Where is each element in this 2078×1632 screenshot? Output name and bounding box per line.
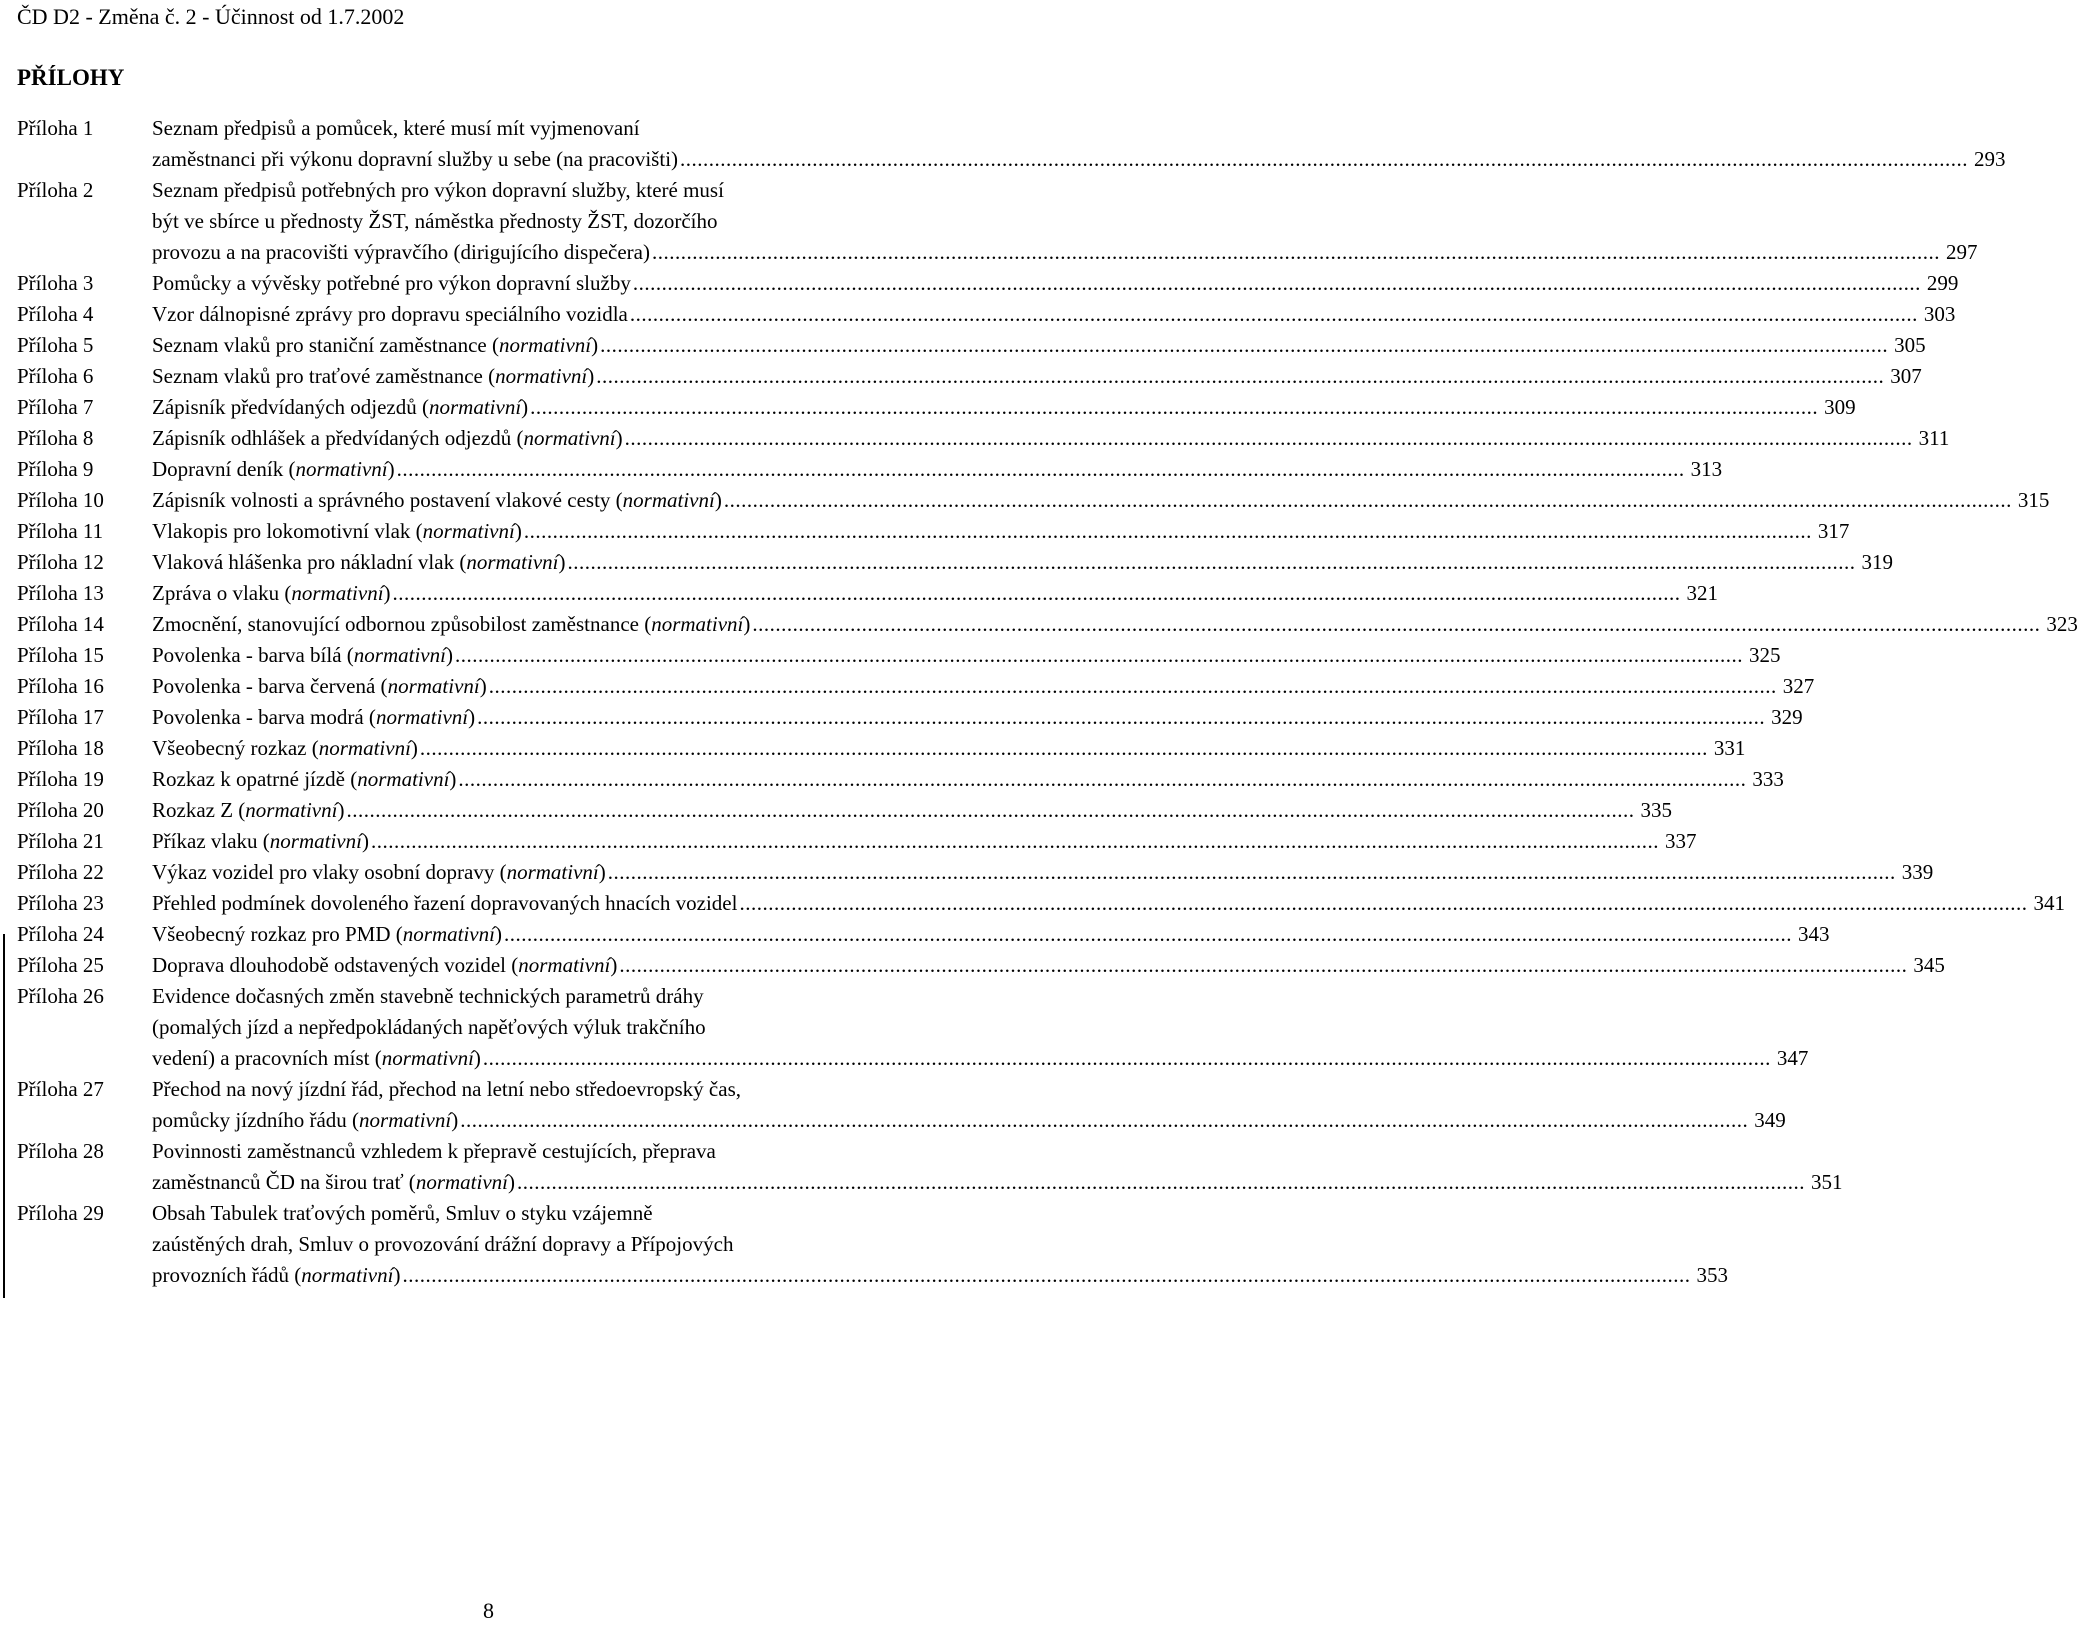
dot-leader: ................................................................................................................................................................................................................................ (460, 1108, 1749, 1132)
description-last-line (152, 485, 2050, 516)
appendix-label: Příloha 2 (17, 178, 94, 202)
description-text-tail: ) (449, 767, 457, 791)
normative-marker: normativní (269, 829, 362, 853)
normative-marker: normativní (429, 395, 522, 419)
appendix-label: Příloha 9 (17, 457, 94, 481)
page-reference: 327 (1782, 674, 1815, 698)
description-text (152, 857, 606, 888)
page-reference: 313 (1690, 457, 1723, 481)
normative-marker: normativní (291, 581, 384, 605)
description-text (152, 268, 631, 299)
dot-leader: ................................................................................................................................................................................................................................ (396, 457, 1685, 481)
description-last-line (152, 857, 1934, 888)
page-reference: 311 (1918, 426, 1950, 450)
description-text-tail: ) (337, 798, 345, 822)
dot-leader: ................................................................................................................................................................................................................................ (454, 643, 1743, 667)
appendix-description (152, 1074, 1786, 1136)
appendix-label: Příloha 4 (17, 302, 94, 326)
appendix-label: Příloha 12 (17, 550, 104, 574)
description-text-tail: ) (393, 1263, 401, 1287)
appendix-label: Příloha 26 (17, 984, 104, 1008)
description-last-line (152, 547, 1893, 578)
dot-leader: ................................................................................................................................................................................................................................ (632, 271, 1921, 295)
appendix-label: Příloha 20 (17, 798, 104, 822)
description-text-tail: ) (615, 426, 623, 450)
appendix-description (152, 702, 1803, 733)
page-reference: 293 (1974, 147, 2006, 171)
appendix-label: Příloha 16 (17, 674, 104, 698)
normative-marker: normativní (622, 488, 715, 512)
description-text-main: Seznam vlaků pro staniční zaměstnance ( (152, 333, 499, 357)
page-reference: 325 (1748, 643, 1781, 667)
description-text-main: zaměstnanci při výkonu dopravní služby u sebe (na pracovišti) (152, 147, 679, 171)
dot-leader: ................................................................................................................................................................................................................................ (607, 860, 1896, 884)
description-text-tail: ) (610, 953, 618, 977)
page-reference: 315 (2017, 488, 2050, 512)
normative-marker: normativní (518, 953, 611, 977)
page-reference: 323 (2046, 612, 2078, 636)
description-text (152, 888, 737, 919)
description-text (152, 1167, 515, 1198)
dot-leader: ................................................................................................................................................................................................................................ (370, 829, 1659, 853)
normative-marker: normativní (523, 426, 616, 450)
normative-marker: normativní (245, 798, 338, 822)
page-reference: 299 (1926, 271, 1959, 295)
description-text (152, 144, 678, 175)
appendix-label: Příloha 14 (17, 612, 104, 636)
description-text (152, 919, 502, 950)
description-line: zaústěných drah, Smluv o provozování drážní dopravy a Přípojových (152, 1232, 734, 1256)
appendix-label: Příloha 6 (17, 364, 94, 388)
dot-leader: ................................................................................................................................................................................................................................ (402, 1263, 1691, 1287)
description-last-line (152, 826, 1697, 857)
description-last-line (152, 1043, 1809, 1074)
appendix-description (152, 888, 2065, 919)
dot-leader: ................................................................................................................................................................................................................................ (600, 333, 1889, 357)
description-text-tail: ) (514, 519, 522, 543)
appendix-label: Příloha 7 (17, 395, 94, 419)
dot-leader: ................................................................................................................................................................................................................................ (624, 426, 1913, 450)
dot-leader: ................................................................................................................................................................................................................................ (503, 922, 1792, 946)
description-text-tail: ) (507, 1170, 515, 1194)
appendix-description (152, 609, 2078, 640)
section-heading: PŘÍLOHY (17, 65, 125, 90)
normative-marker: normativní (495, 364, 588, 388)
normative-marker: normativní (651, 612, 744, 636)
description-text-main: Rozkaz Z ( (152, 798, 246, 822)
appendix-description (152, 950, 1945, 981)
description-text-tail: ) (468, 705, 476, 729)
appendix-description (152, 671, 1815, 702)
description-text-main: Doprava dlouhodobě odstavených vozidel ( (152, 953, 519, 977)
appendix-label: Příloha 24 (17, 922, 104, 946)
page-reference: 341 (2033, 891, 2065, 915)
page-reference: 305 (1894, 333, 1926, 357)
page-reference: 345 (1913, 953, 1945, 977)
description-text-tail: ) (714, 488, 722, 512)
dot-leader: ................................................................................................................................................................................................................................ (567, 550, 1856, 574)
appendix-description (152, 330, 1926, 361)
description-text (152, 1260, 400, 1291)
description-last-line (152, 1260, 1728, 1291)
description-text-tail: ) (743, 612, 751, 636)
page-reference: 329 (1771, 705, 1803, 729)
normative-marker: normativní (506, 860, 599, 884)
description-line: Přechod na nový jízdní řád, přechod na letní nebo středoevropský čas, (152, 1077, 741, 1101)
description-last-line (152, 144, 2006, 175)
appendix-label: Příloha 23 (17, 891, 104, 915)
description-text-tail: ) (387, 457, 395, 481)
dot-leader: ................................................................................................................................................................................................................................ (482, 1046, 1771, 1070)
description-text-main: Zápisník předvídaných odjezdů ( (152, 395, 429, 419)
dot-leader: ................................................................................................................................................................................................................................ (392, 581, 1681, 605)
appendix-label: Příloha 13 (17, 581, 104, 605)
description-text (152, 547, 566, 578)
appendix-description (152, 640, 1781, 671)
appendix-description (152, 516, 1850, 547)
dot-leader: ................................................................................................................................................................................................................................ (723, 488, 2012, 512)
page-reference: 317 (1817, 519, 1850, 543)
normative-marker: normativní (415, 1170, 508, 1194)
normative-marker: normativní (375, 705, 469, 729)
description-text (152, 423, 623, 454)
appendix-label: Příloha 10 (17, 488, 104, 512)
description-text-tail: ) (473, 1046, 481, 1070)
description-text-main: Seznam vlaků pro traťové zaměstnance ( (152, 364, 496, 388)
description-text-tail: ) (479, 674, 487, 698)
appendix-label: Příloha 15 (17, 643, 104, 667)
appendix-label: Příloha 3 (17, 271, 94, 295)
normative-marker: normativní (381, 1046, 474, 1070)
description-text (152, 485, 722, 516)
description-text-main: provozu a na pracovišti výpravčího (dirigujícího dispečera) (152, 240, 650, 264)
normative-marker: normativní (295, 457, 388, 481)
appendix-description (152, 423, 1950, 454)
appendix-description (152, 826, 1697, 857)
description-text-main: Dopravní deník ( (152, 457, 296, 481)
description-text (152, 1043, 481, 1074)
page-reference: 309 (1824, 395, 1856, 419)
description-last-line (152, 640, 1781, 671)
appendix-label: Příloha 29 (17, 1201, 104, 1225)
dot-leader: ................................................................................................................................................................................................................................ (629, 302, 1918, 326)
normative-marker: normativní (422, 519, 515, 543)
page-reference: 337 (1664, 829, 1697, 853)
description-text-main: Povolenka - barva modrá ( (152, 705, 376, 729)
appendix-label: Příloha 27 (17, 1077, 104, 1101)
description-text (152, 702, 475, 733)
description-text-tail: ) (383, 581, 391, 605)
description-text-main: zaměstnanců ČD na širou trať ( (152, 1170, 416, 1194)
description-last-line (152, 609, 2078, 640)
description-text-tail: ) (494, 922, 502, 946)
description-text-tail: ) (598, 860, 606, 884)
description-line: Obsah Tabulek traťových poměrů, Smluv o styku vzájemně (152, 1201, 653, 1225)
description-last-line (152, 237, 1978, 268)
description-text-tail: ) (521, 395, 529, 419)
description-line: Seznam předpisů potřebných pro výkon dopravní služby, které musí (152, 178, 724, 202)
description-text (152, 392, 528, 423)
page-reference: 349 (1754, 1108, 1786, 1132)
dot-leader: ................................................................................................................................................................................................................................ (516, 1170, 1805, 1194)
description-text-main: Všeobecný rozkaz ( (152, 736, 319, 760)
appendix-label: Příloha 25 (17, 953, 104, 977)
dot-leader: ................................................................................................................................................................................................................................ (652, 240, 1940, 264)
description-text-main: Rozkaz k opatrné jízdě ( (152, 767, 358, 791)
description-text (152, 764, 456, 795)
appendix-label: Příloha 18 (17, 736, 104, 760)
dot-leader: ................................................................................................................................................................................................................................ (523, 519, 1812, 543)
appendix-description (152, 919, 1830, 950)
description-text (152, 578, 391, 609)
appendix-label: Příloha 21 (17, 829, 104, 853)
description-text (152, 950, 617, 981)
description-text (152, 733, 418, 764)
dot-leader: ................................................................................................................................................................................................................................ (477, 705, 1766, 729)
appendix-description (152, 578, 1719, 609)
description-line: Povinnosti zaměstnanců vzhledem k přepravě cestujících, přeprava (152, 1139, 716, 1163)
description-last-line (152, 330, 1926, 361)
page-reference: 343 (1797, 922, 1830, 946)
description-text (152, 454, 395, 485)
appendix-description (152, 454, 1723, 485)
description-line: být ve sbírce u přednosty ŽST, náměstka přednosty ŽST, dozorčího (152, 209, 718, 233)
description-text-tail: ) (591, 333, 599, 357)
description-text-main: Příkaz vlaku ( (152, 829, 270, 853)
dot-leader: ................................................................................................................................................................................................................................ (619, 953, 1908, 977)
page-reference: 353 (1696, 1263, 1728, 1287)
description-text (152, 237, 650, 268)
description-last-line (152, 733, 1746, 764)
dot-leader: ................................................................................................................................................................................................................................ (739, 891, 2028, 915)
appendix-description (152, 485, 2050, 516)
description-text-tail: ) (587, 364, 595, 388)
description-last-line (152, 578, 1719, 609)
page-reference: 351 (1810, 1170, 1843, 1194)
description-text (152, 826, 369, 857)
description-text-main: Vlakopis pro lokomotivní vlak ( (152, 519, 423, 543)
appendix-description (152, 268, 1959, 299)
normative-marker: normativní (353, 643, 446, 667)
appendix-description (152, 857, 1934, 888)
dot-leader: ................................................................................................................................................................................................................................ (530, 395, 1819, 419)
page-number: 8 (483, 1598, 494, 1623)
page-reference: 339 (1901, 860, 1934, 884)
document-header: ČD D2 - Změna č. 2 - Účinnost od 1.7.2002 (17, 4, 405, 29)
description-text-main: Vlaková hlášenka pro nákladní vlak ( (152, 550, 467, 574)
description-text (152, 516, 522, 547)
description-text-main: Vzor dálnopisné zprávy pro dopravu speciálního vozidla (152, 302, 628, 326)
description-text-main: Přehled podmínek dovoleného řazení dopravovaných hnacích vozidel (152, 891, 738, 915)
description-text-main: Zpráva o vlaku ( (152, 581, 292, 605)
appendix-description (152, 175, 1978, 268)
description-text-main: Zápisník volnosti a správného postavení vlakové cesty ( (152, 488, 623, 512)
description-last-line (152, 888, 2065, 919)
description-text-main: pomůcky jízdního řádu ( (152, 1108, 360, 1132)
description-text-tail: ) (558, 550, 566, 574)
dot-leader: ................................................................................................................................................................................................................................ (458, 767, 1747, 791)
description-last-line (152, 795, 1672, 826)
description-last-line (152, 1167, 1843, 1198)
appendix-label: Příloha 11 (17, 519, 104, 543)
description-last-line (152, 671, 1815, 702)
dot-leader: ................................................................................................................................................................................................................................ (596, 364, 1885, 388)
description-last-line (152, 454, 1723, 485)
description-text-tail: ) (445, 643, 453, 667)
description-line: Evidence dočasných změn stavebně technických parametrů dráhy (152, 984, 704, 1008)
appendix-label: Příloha 22 (17, 860, 104, 884)
description-text-tail: ) (410, 736, 418, 760)
page-reference: 297 (1946, 240, 1978, 264)
description-text (152, 361, 594, 392)
description-last-line (152, 299, 1956, 330)
appendix-label: Příloha 1 (17, 116, 94, 140)
page-reference: 335 (1640, 798, 1672, 822)
normative-marker: normativní (359, 1108, 452, 1132)
normative-marker: normativní (301, 1263, 394, 1287)
description-text-tail: ) (361, 829, 369, 853)
description-text-main: Zápisník odhlášek a předvídaných odjezdů ( (152, 426, 524, 450)
description-text (152, 609, 750, 640)
description-text-main: Pomůcky a vývěsky potřebné pro výkon dopravní služby (152, 271, 631, 295)
dot-leader: ................................................................................................................................................................................................................................ (419, 736, 1708, 760)
description-text-tail: ) (451, 1108, 459, 1132)
appendix-label: Příloha 19 (17, 767, 104, 791)
description-text (152, 330, 598, 361)
description-text (152, 795, 344, 826)
appendix-description (152, 733, 1746, 764)
description-text-main: Zmocnění, stanovující odbornou způsobilost zaměstnance ( (152, 612, 652, 636)
description-last-line (152, 268, 1959, 299)
dot-leader: ................................................................................................................................................................................................................................ (680, 147, 1969, 171)
normative-marker: normativní (402, 922, 495, 946)
dot-leader: ................................................................................................................................................................................................................................ (488, 674, 1777, 698)
description-text (152, 299, 628, 330)
page-reference: 333 (1752, 767, 1784, 791)
normative-marker: normativní (498, 333, 592, 357)
page-reference: 331 (1713, 736, 1746, 760)
page-reference: 321 (1686, 581, 1719, 605)
normative-marker: normativní (466, 550, 559, 574)
appendix-description (152, 547, 1893, 578)
description-text (152, 671, 487, 702)
page-reference: 319 (1861, 550, 1893, 574)
appendix-description (152, 981, 1809, 1074)
normative-marker: normativní (318, 736, 411, 760)
dot-leader: ................................................................................................................................................................................................................................ (346, 798, 1635, 822)
page-reference: 347 (1776, 1046, 1809, 1070)
description-text-main: provozních řádů ( (152, 1263, 302, 1287)
appendix-description (152, 392, 1856, 423)
description-text (152, 640, 453, 671)
normative-marker: normativní (357, 767, 450, 791)
description-text-main: Všeobecný rozkaz pro PMD ( (152, 922, 403, 946)
description-text-main: Povolenka - barva bílá ( (152, 643, 354, 667)
appendix-label: Příloha 17 (17, 705, 104, 729)
description-last-line (152, 764, 1784, 795)
appendix-description (152, 764, 1784, 795)
appendix-description (152, 795, 1672, 826)
appendix-description (152, 299, 1956, 330)
description-last-line (152, 392, 1856, 423)
description-last-line (152, 950, 1945, 981)
appendix-label: Příloha 8 (17, 426, 94, 450)
description-text-main: vedení) a pracovních míst ( (152, 1046, 382, 1070)
normative-marker: normativní (387, 674, 480, 698)
description-line: (pomalých jízd a nepředpokládaných napěťových výluk trakčního (152, 1015, 706, 1039)
description-last-line (152, 516, 1850, 547)
description-last-line (152, 1105, 1786, 1136)
description-text-main: Výkaz vozidel pro vlaky osobní dopravy ( (152, 860, 507, 884)
description-line: Seznam předpisů a pomůcek, které musí mít vyjmenovaní (152, 116, 640, 140)
appendix-description (152, 1198, 1728, 1291)
dot-leader: ................................................................................................................................................................................................................................ (752, 612, 2041, 636)
page-reference: 307 (1890, 364, 1922, 388)
description-last-line (152, 702, 1803, 733)
appendix-description (152, 113, 2006, 175)
description-last-line (152, 423, 1950, 454)
change-bar (3, 934, 5, 1298)
appendix-label: Příloha 28 (17, 1139, 104, 1163)
description-text-main: Povolenka - barva červená ( (152, 674, 388, 698)
appendix-description (152, 361, 1922, 392)
appendix-description (152, 1136, 1843, 1198)
appendix-label: Příloha 5 (17, 333, 94, 357)
description-text (152, 1105, 458, 1136)
page-reference: 303 (1923, 302, 1956, 326)
description-last-line (152, 919, 1830, 950)
description-last-line (152, 361, 1922, 392)
